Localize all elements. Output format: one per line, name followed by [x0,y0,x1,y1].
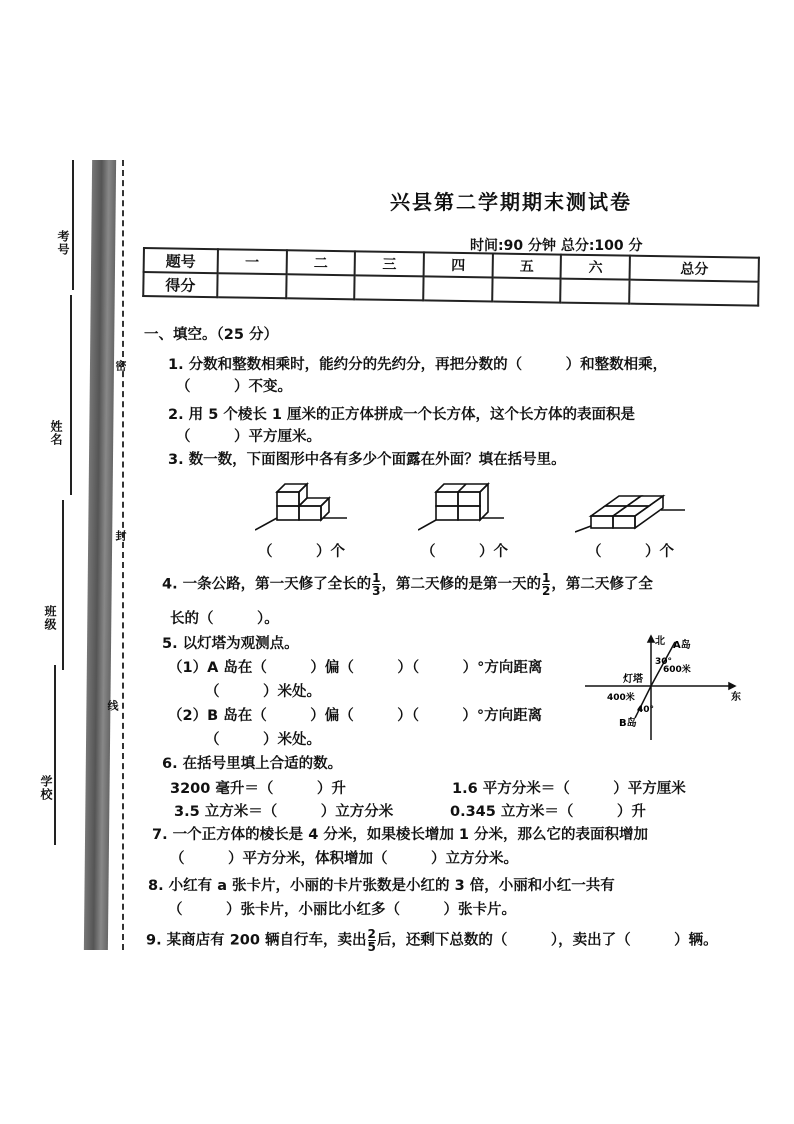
question-3-answer-2: （ ）个 [421,544,508,560]
question-2-line-1: 2. 用 5 个棱长 1 厘米的正方体拼成一个长方体，这个长方体的表面积是 [168,407,636,423]
binding-line [70,295,72,495]
row-header-question-number: 题号 [144,248,218,273]
question-4-text-b: ，第二天修的是第一天的 [381,576,542,593]
east-label: 东 [731,692,741,703]
score-cell[interactable] [423,276,492,301]
cube-figure-2 [418,478,518,538]
column-header: 总分 [630,256,759,282]
question-1-line-2: （ ）不变。 [176,379,292,395]
fraction-denominator: 5 [367,940,376,954]
question-4-text-a: 4. 一条公路，第一天修了全长的 [162,576,372,593]
question-6-item-d: 0.345 立方米＝（ ）升 [450,804,646,820]
question-1-line-1: 1. 分数和整数相乘时，能约分的先约分，再把分数的（ ）和整数相乘， [168,357,668,373]
fraction-numerator: 1 [372,571,381,585]
time-info: 时间:90 分钟 总分:100 分 [470,238,643,254]
question-9-text-b: 后，还剩下总数的（ ），卖出了（ ）辆。 [376,932,718,949]
cube-figure-3 [575,490,695,540]
binding-line [54,665,56,845]
column-header: 五 [492,253,561,278]
score-cell[interactable] [492,277,561,302]
question-9 [146,928,718,953]
question-5-b-line-2: （ ）米处。 [205,732,321,748]
question-7-line-2: （ ）平方分米，体积增加（ ）立方分米。 [170,851,518,867]
seal-word-mi: 密 [114,360,127,372]
section-heading: 一、填空。（25 分） [144,327,278,343]
a-island-label: A岛 [673,640,691,651]
question-2-line-2: （ ）平方厘米。 [176,429,321,445]
class-label: 班级 [43,605,57,631]
binding-line [62,500,64,670]
fraction-one-half [542,572,550,597]
score-cell[interactable] [355,275,424,300]
question-3-line-1: 3. 数一数，下面图形中各有多少个面露在外面？填在括号里。 [168,452,566,468]
binding-strip [84,160,116,950]
fraction-denominator: 3 [372,584,381,598]
score-cell[interactable] [217,273,286,298]
column-header: 一 [218,249,287,274]
question-6-item-a: 3200 毫升＝（ ）升 [170,781,346,797]
seal-word-feng: 封 [114,530,127,542]
fraction-numerator: 2 [367,927,376,941]
seal-word-xian: 线 [106,700,119,712]
question-5-a-line-2: （ ）米处。 [205,684,321,700]
cube-figure-1 [255,478,355,538]
score-cell[interactable] [561,279,630,304]
row-header-score: 得分 [143,272,217,297]
column-header: 三 [355,251,424,276]
school-label: 学校 [39,775,53,801]
column-header: 二 [286,250,355,275]
seal-dashed-line [122,160,124,950]
question-6-line-1: 6. 在括号里填上合适的数。 [162,756,343,772]
score-cell[interactable] [629,280,758,306]
compass-diagram [585,630,745,745]
question-7-line-1: 7. 一个正方体的棱长是 4 分米，如果棱长增加 1 分米，那么它的表面积增加 [152,827,649,843]
question-6-item-b: 1.6 平方分米＝（ ）平方厘米 [452,781,686,797]
fraction-two-fifths [368,928,376,953]
question-3-answer-3: （ ）个 [587,544,674,560]
question-4-text-c: ，第二天修了全 [551,576,653,593]
fraction-numerator: 1 [542,571,551,585]
exam-number-label: 考号 [56,230,70,256]
b-island-label: B岛 [619,718,637,729]
binding-line [72,160,74,290]
column-header: 四 [424,252,493,277]
question-9-text-a: 9. 某商店有 200 辆自行车，卖出 [146,932,367,949]
lighthouse-label: 灯塔 [623,674,643,685]
north-label: 北 [655,636,665,647]
question-5-line-1: 5. 以灯塔为观测点。 [162,636,299,652]
question-5-b-line-1: （2）B 岛在（ ）偏（ ）（ ）°方向距离 [168,708,543,724]
distance-b-label: 400米 [607,693,635,703]
question-4-line-1 [162,572,653,597]
angle-b-label: 40° [637,705,655,715]
question-5-a-line-1: （1）A 岛在（ ）偏（ ）（ ）°方向距离 [168,660,543,676]
angle-a-label: 30° [655,657,673,667]
distance-a-label: 600米 [663,665,691,675]
question-3-answer-1: （ ）个 [258,544,345,560]
question-4-line-2: 长的（ ）。 [170,611,279,627]
question-8-line-1: 8. 小红有 a 张卡片，小丽的卡片张数是小红的 3 倍，小丽和小红一共有 [148,878,615,894]
name-label: 姓名 [49,420,63,446]
question-8-line-2: （ ）张卡片，小丽比小红多（ ）张卡片。 [168,902,516,918]
fraction-denominator: 2 [542,584,551,598]
score-table [142,247,760,307]
score-cell[interactable] [286,274,355,299]
page-title: 兴县第二学期期末测试卷 [390,190,632,214]
question-6-item-c: 3.5 立方米＝（ ）立方分米 [174,804,394,820]
fraction-one-third [372,572,380,597]
column-header: 六 [561,255,630,280]
